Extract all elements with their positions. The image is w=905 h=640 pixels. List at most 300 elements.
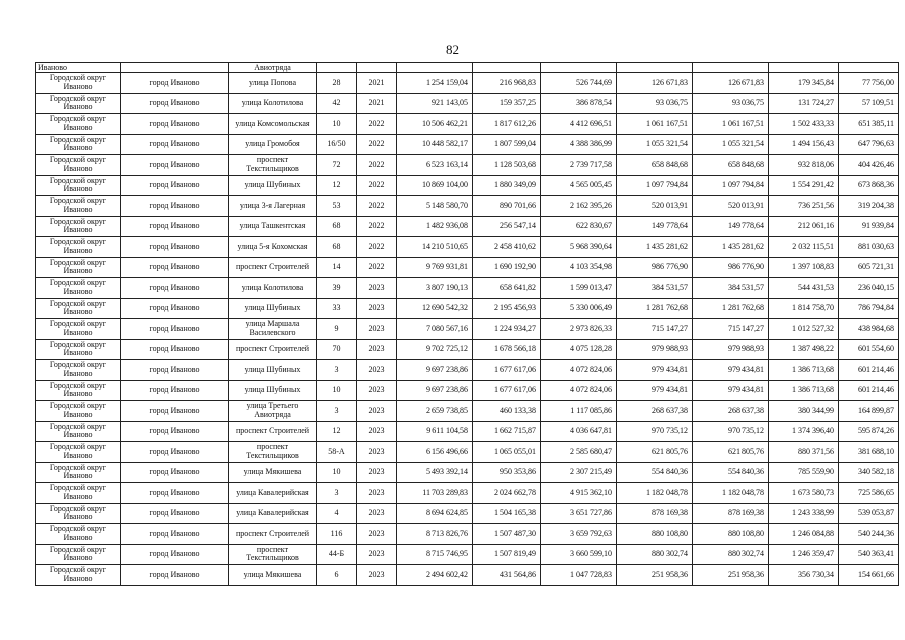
cell-value: 1 097 794,84 (693, 175, 769, 196)
cell-district: Городской округ Иваново (36, 278, 121, 299)
cell-value: 149 778,64 (617, 216, 693, 237)
cell-value: 1 807 599,04 (473, 134, 541, 155)
cell-house: 3 (317, 360, 357, 381)
cell-city: город Иваново (121, 196, 229, 217)
cell-value: 3 651 727,86 (541, 503, 617, 524)
cell-value: 2 973 826,33 (541, 319, 617, 340)
cell-value: 384 531,57 (617, 278, 693, 299)
cell-value: 539 053,87 (839, 503, 899, 524)
cell-value: 601 214,46 (839, 380, 899, 401)
cell-value: 1 817 612,26 (473, 114, 541, 135)
cell-district: Городской округ Иваново (36, 442, 121, 463)
cell-value: 1 246 084,88 (769, 524, 839, 545)
cell-house: 116 (317, 524, 357, 545)
cell-value: 715 147,27 (617, 319, 693, 340)
cell-value: 1 690 192,90 (473, 257, 541, 278)
cell-value: 6 156 496,66 (397, 442, 473, 463)
cell-district: Городской округ Иваново (36, 360, 121, 381)
cell-value: 7 080 567,16 (397, 319, 473, 340)
cell-value: 384 531,57 (693, 278, 769, 299)
cell-value: 880 108,80 (693, 524, 769, 545)
cell-value: 540 363,41 (839, 544, 899, 565)
cell-value: 14 210 510,65 (397, 237, 473, 258)
cell-value: 2 032 115,51 (769, 237, 839, 258)
table-row (36, 565, 899, 586)
cell-value: 2 307 215,49 (541, 462, 617, 483)
cell-street: проспект Строителей (229, 257, 317, 278)
cell-street: проспект Текстильщиков (229, 442, 317, 463)
cell-value: 520 013,91 (693, 196, 769, 217)
cell-value: 9 769 931,81 (397, 257, 473, 278)
cell-city: город Иваново (121, 134, 229, 155)
cell-value (617, 63, 693, 73)
cell-year: 2022 (357, 216, 397, 237)
cell-value: 159 357,25 (473, 93, 541, 114)
cell-year (357, 63, 397, 73)
cell-value: 932 818,06 (769, 155, 839, 176)
table-row (36, 319, 899, 340)
cell-value: 11 703 289,83 (397, 483, 473, 504)
cell-value: 1 507 819,49 (473, 544, 541, 565)
cell-value: 8 715 746,95 (397, 544, 473, 565)
cell-value: 4 388 386,99 (541, 134, 617, 155)
cell-value: 786 794,84 (839, 298, 899, 319)
cell-house: 10 (317, 114, 357, 135)
cell-value: 979 434,81 (617, 380, 693, 401)
cell-value: 1 677 617,06 (473, 380, 541, 401)
cell-value: 878 169,38 (693, 503, 769, 524)
cell-value: 4 412 696,51 (541, 114, 617, 135)
cell-city: город Иваново (121, 319, 229, 340)
cell-value: 1 678 566,18 (473, 339, 541, 360)
cell-street: улица Колотилова (229, 93, 317, 114)
cell-city: город Иваново (121, 483, 229, 504)
cell-value: 6 523 163,14 (397, 155, 473, 176)
cell-city: город Иваново (121, 360, 229, 381)
cell-value: 216 968,83 (473, 73, 541, 94)
cell-street: улица Шубиных (229, 380, 317, 401)
table-body (36, 63, 899, 586)
cell-value: 1 435 281,62 (617, 237, 693, 258)
cell-city: город Иваново (121, 503, 229, 524)
cell-value: 91 939,84 (839, 216, 899, 237)
cell-value (473, 63, 541, 73)
cell-city: город Иваново (121, 544, 229, 565)
cell-value: 526 744,69 (541, 73, 617, 94)
cell-value (397, 63, 473, 73)
cell-street: улица Мякишева (229, 565, 317, 586)
cell-value: 605 721,31 (839, 257, 899, 278)
cell-value: 10 448 582,17 (397, 134, 473, 155)
cell-street: улица Мякишева (229, 462, 317, 483)
cell-value: 1 012 527,32 (769, 319, 839, 340)
cell-value: 986 776,90 (693, 257, 769, 278)
cell-value: 1 662 715,87 (473, 421, 541, 442)
cell-value: 1 061 167,51 (693, 114, 769, 135)
cell-district: Городской округ Иваново (36, 319, 121, 340)
page-number: 82 (446, 42, 459, 57)
cell-value: 1 387 498,22 (769, 339, 839, 360)
cell-value: 1 374 396,40 (769, 421, 839, 442)
cell-value: 4 072 824,06 (541, 380, 617, 401)
cell-district: Городской округ Иваново (36, 544, 121, 565)
cell-district: Городской округ Иваново (36, 196, 121, 217)
cell-street: улица Ташкентская (229, 216, 317, 237)
cell-city: город Иваново (121, 298, 229, 319)
cell-city: город Иваново (121, 237, 229, 258)
cell-house: 12 (317, 421, 357, 442)
cell-year: 2023 (357, 503, 397, 524)
cell-year: 2023 (357, 401, 397, 422)
cell-value: 1 880 349,09 (473, 175, 541, 196)
cell-value: 2 458 410,62 (473, 237, 541, 258)
cell-city: город Иваново (121, 175, 229, 196)
cell-district: Городской округ Иваново (36, 462, 121, 483)
cell-value: 1 554 291,42 (769, 175, 839, 196)
cell-value: 520 013,91 (617, 196, 693, 217)
cell-value: 1 599 013,47 (541, 278, 617, 299)
cell-value: 1 673 580,73 (769, 483, 839, 504)
cell-value: 356 730,34 (769, 565, 839, 586)
cell-value: 1 502 433,33 (769, 114, 839, 135)
cell-value: 404 426,46 (839, 155, 899, 176)
cell-value: 2 195 456,93 (473, 298, 541, 319)
table-row (36, 544, 899, 565)
cell-year: 2023 (357, 339, 397, 360)
cell-year: 2023 (357, 483, 397, 504)
cell-value: 1 482 936,08 (397, 216, 473, 237)
cell-value: 1 061 167,51 (617, 114, 693, 135)
cell-value: 970 735,12 (693, 421, 769, 442)
cell-city: город Иваново (121, 524, 229, 545)
cell-value: 544 431,53 (769, 278, 839, 299)
cell-house: 53 (317, 196, 357, 217)
cell-value: 1 386 713,68 (769, 360, 839, 381)
cell-street: улица Кавалерийская (229, 503, 317, 524)
cell-year: 2022 (357, 114, 397, 135)
cell-value: 658 848,68 (693, 155, 769, 176)
cell-value: 9 697 238,86 (397, 380, 473, 401)
cell-value: 9 697 238,86 (397, 360, 473, 381)
cell-value: 878 169,38 (617, 503, 693, 524)
cell-city: город Иваново (121, 73, 229, 94)
cell-district: Городской округ Иваново (36, 339, 121, 360)
cell-house: 68 (317, 237, 357, 258)
cell-street: проспект Текстильщиков (229, 544, 317, 565)
cell-value: 4 072 824,06 (541, 360, 617, 381)
cell-house: 68 (317, 216, 357, 237)
table-row (36, 155, 899, 176)
cell-value: 1 397 108,83 (769, 257, 839, 278)
cell-value: 1 182 048,78 (617, 483, 693, 504)
cell-year: 2022 (357, 196, 397, 217)
table-row (36, 503, 899, 524)
cell-value: 1 386 713,68 (769, 380, 839, 401)
cell-house: 33 (317, 298, 357, 319)
cell-value: 4 036 647,81 (541, 421, 617, 442)
cell-district: Городской округ Иваново (36, 237, 121, 258)
cell-district: Городской округ Иваново (36, 524, 121, 545)
cell-value: 93 036,75 (617, 93, 693, 114)
cell-value: 1 435 281,62 (693, 237, 769, 258)
cell-house: 10 (317, 380, 357, 401)
cell-value: 1 243 338,99 (769, 503, 839, 524)
cell-value: 1 507 487,30 (473, 524, 541, 545)
cell-value: 979 434,81 (617, 360, 693, 381)
cell-street: проспект Строителей (229, 339, 317, 360)
cell-value: 715 147,27 (693, 319, 769, 340)
table-row (36, 339, 899, 360)
cell-district: Городской округ Иваново (36, 565, 121, 586)
cell-year: 2021 (357, 93, 397, 114)
cell-value: 256 547,14 (473, 216, 541, 237)
cell-year: 2023 (357, 544, 397, 565)
cell-value: 2 024 662,78 (473, 483, 541, 504)
cell-value: 126 671,83 (617, 73, 693, 94)
cell-value: 1 224 934,27 (473, 319, 541, 340)
cell-value: 881 030,63 (839, 237, 899, 258)
cell-district: Городской округ Иваново (36, 298, 121, 319)
cell-house: 72 (317, 155, 357, 176)
table-row (36, 114, 899, 135)
cell-value: 621 805,76 (617, 442, 693, 463)
cell-value: 601 214,46 (839, 360, 899, 381)
cell-district: Городской округ Иваново (36, 155, 121, 176)
cell-value: 880 371,56 (769, 442, 839, 463)
cell-value: 4 915 362,10 (541, 483, 617, 504)
cell-house: 6 (317, 565, 357, 586)
cell-district: Городской округ Иваново (36, 73, 121, 94)
table-row (36, 237, 899, 258)
table-row (36, 462, 899, 483)
cell-house: 14 (317, 257, 357, 278)
cell-value: 1 504 165,38 (473, 503, 541, 524)
cell-value: 131 724,27 (769, 93, 839, 114)
cell-value: 1 246 359,47 (769, 544, 839, 565)
cell-district: Городской округ Иваново (36, 401, 121, 422)
cell-house: 3 (317, 401, 357, 422)
cell-city: город Иваново (121, 442, 229, 463)
cell-value: 1 254 159,04 (397, 73, 473, 94)
cell-city: город Иваново (121, 93, 229, 114)
cell-value: 10 869 104,00 (397, 175, 473, 196)
cell-value: 2 659 738,85 (397, 401, 473, 422)
cell-value: 2 739 717,58 (541, 155, 617, 176)
cell-year: 2023 (357, 524, 397, 545)
table-row (36, 298, 899, 319)
cell-value: 154 661,66 (839, 565, 899, 586)
cell-house: 28 (317, 73, 357, 94)
cell-value: 4 103 354,98 (541, 257, 617, 278)
cell-value: 1 128 503,68 (473, 155, 541, 176)
cell-year: 2022 (357, 175, 397, 196)
cell-value: 2 494 602,42 (397, 565, 473, 586)
table-row (36, 421, 899, 442)
cell-year: 2023 (357, 380, 397, 401)
cell-value: 595 874,26 (839, 421, 899, 442)
cell-city: город Иваново (121, 278, 229, 299)
cell-house: 3 (317, 483, 357, 504)
cell-district: Городской округ Иваново (36, 503, 121, 524)
cell-value: 380 344,99 (769, 401, 839, 422)
cell-value: 319 204,38 (839, 196, 899, 217)
cell-district: Городской округ Иваново (36, 175, 121, 196)
cell-city: город Иваново (121, 462, 229, 483)
cell-value: 3 660 599,10 (541, 544, 617, 565)
cell-house: 42 (317, 93, 357, 114)
cell-value: 251 958,36 (693, 565, 769, 586)
cell-value: 651 385,11 (839, 114, 899, 135)
cell-year: 2022 (357, 134, 397, 155)
cell-value: 460 133,38 (473, 401, 541, 422)
cell-district: Городской округ Иваново (36, 134, 121, 155)
cell-house: 44-Б (317, 544, 357, 565)
cell-value: 950 353,86 (473, 462, 541, 483)
cell-value: 736 251,56 (769, 196, 839, 217)
cell-city: город Иваново (121, 155, 229, 176)
cell-value: 979 988,93 (693, 339, 769, 360)
cell-value: 979 434,81 (693, 360, 769, 381)
cell-value (693, 63, 769, 73)
cell-street: улица Громобоя (229, 134, 317, 155)
cell-value: 212 061,16 (769, 216, 839, 237)
cell-city: город Иваново (121, 216, 229, 237)
cell-value: 658 848,68 (617, 155, 693, 176)
cell-city: город Иваново (121, 380, 229, 401)
cell-value: 673 868,36 (839, 175, 899, 196)
cell-value: 1 281 762,68 (617, 298, 693, 319)
cell-value: 1 494 156,43 (769, 134, 839, 155)
table-row (36, 401, 899, 422)
cell-city (121, 63, 229, 73)
cell-value: 386 878,54 (541, 93, 617, 114)
table-row (36, 360, 899, 381)
cell-house (317, 63, 357, 73)
cell-year: 2023 (357, 298, 397, 319)
cell-district: Городской округ Иваново (36, 483, 121, 504)
cell-district: Городской округ Иваново (36, 216, 121, 237)
cell-value: 979 988,93 (617, 339, 693, 360)
cell-value: 622 830,67 (541, 216, 617, 237)
table-row (36, 196, 899, 217)
cell-value: 540 244,36 (839, 524, 899, 545)
cell-value: 77 756,00 (839, 73, 899, 94)
cell-value: 1 182 048,78 (693, 483, 769, 504)
table-row (36, 93, 899, 114)
cell-street: улица Шубиных (229, 298, 317, 319)
registry-table (35, 62, 899, 586)
cell-year: 2022 (357, 155, 397, 176)
cell-value: 601 554,60 (839, 339, 899, 360)
cell-street: проспект Строителей (229, 421, 317, 442)
cell-street: улица 3-я Лагерная (229, 196, 317, 217)
cell-value: 8 694 624,85 (397, 503, 473, 524)
cell-value: 2 585 680,47 (541, 442, 617, 463)
cell-value: 5 493 392,14 (397, 462, 473, 483)
cell-year: 2023 (357, 278, 397, 299)
table-row (36, 257, 899, 278)
cell-value: 880 302,74 (693, 544, 769, 565)
cell-value: 725 586,65 (839, 483, 899, 504)
cell-value: 340 582,18 (839, 462, 899, 483)
cell-street: Авиотряда (229, 63, 317, 73)
cell-value: 8 713 826,76 (397, 524, 473, 545)
cell-value: 921 143,05 (397, 93, 473, 114)
cell-street: улица Кавалерийская (229, 483, 317, 504)
cell-value: 93 036,75 (693, 93, 769, 114)
cell-value: 268 637,38 (693, 401, 769, 422)
cell-value: 438 984,68 (839, 319, 899, 340)
table-row (36, 380, 899, 401)
cell-value: 1 047 728,83 (541, 565, 617, 586)
cell-house: 16/50 (317, 134, 357, 155)
cell-year: 2023 (357, 319, 397, 340)
cell-street: улица Колотилова (229, 278, 317, 299)
cell-year: 2023 (357, 462, 397, 483)
cell-house: 10 (317, 462, 357, 483)
cell-house: 12 (317, 175, 357, 196)
cell-year: 2022 (357, 237, 397, 258)
cell-value: 554 840,36 (693, 462, 769, 483)
cell-year: 2023 (357, 442, 397, 463)
cell-value: 431 564,86 (473, 565, 541, 586)
cell-value: 164 899,87 (839, 401, 899, 422)
cell-district: Городской округ Иваново (36, 93, 121, 114)
table-row (36, 134, 899, 155)
cell-value: 554 840,36 (617, 462, 693, 483)
cell-value: 149 778,64 (693, 216, 769, 237)
cell-value: 268 637,38 (617, 401, 693, 422)
cell-street: улица 5-я Кохомская (229, 237, 317, 258)
cell-value: 9 611 104,58 (397, 421, 473, 442)
cell-city: город Иваново (121, 565, 229, 586)
cell-value: 3 659 792,63 (541, 524, 617, 545)
table-row (36, 216, 899, 237)
table-row (36, 175, 899, 196)
cell-value: 1 281 762,68 (693, 298, 769, 319)
cell-value: 5 148 580,70 (397, 196, 473, 217)
cell-value: 785 559,90 (769, 462, 839, 483)
cell-house: 70 (317, 339, 357, 360)
cell-value: 880 302,74 (617, 544, 693, 565)
cell-value: 381 688,10 (839, 442, 899, 463)
cell-value: 126 671,83 (693, 73, 769, 94)
cell-value: 979 434,81 (693, 380, 769, 401)
cell-value: 179 345,84 (769, 73, 839, 94)
cell-value: 986 776,90 (617, 257, 693, 278)
cell-value: 9 702 725,12 (397, 339, 473, 360)
cell-value: 1 065 055,01 (473, 442, 541, 463)
cell-street: проспект Строителей (229, 524, 317, 545)
cell-value: 4 075 128,28 (541, 339, 617, 360)
cell-district: Городской округ Иваново (36, 380, 121, 401)
cell-city: город Иваново (121, 401, 229, 422)
cell-value: 658 641,82 (473, 278, 541, 299)
table-row (36, 524, 899, 545)
cell-value (839, 63, 899, 73)
cell-value: 880 108,80 (617, 524, 693, 545)
cell-value: 1 814 758,70 (769, 298, 839, 319)
cell-value: 251 958,36 (617, 565, 693, 586)
cell-year: 2023 (357, 360, 397, 381)
cell-value: 5 968 390,64 (541, 237, 617, 258)
cell-city: город Иваново (121, 421, 229, 442)
cell-street: проспект Текстильщиков (229, 155, 317, 176)
cell-street: улица Маршала Василевского (229, 319, 317, 340)
table-row (36, 483, 899, 504)
cell-year: 2023 (357, 565, 397, 586)
table-row (36, 278, 899, 299)
